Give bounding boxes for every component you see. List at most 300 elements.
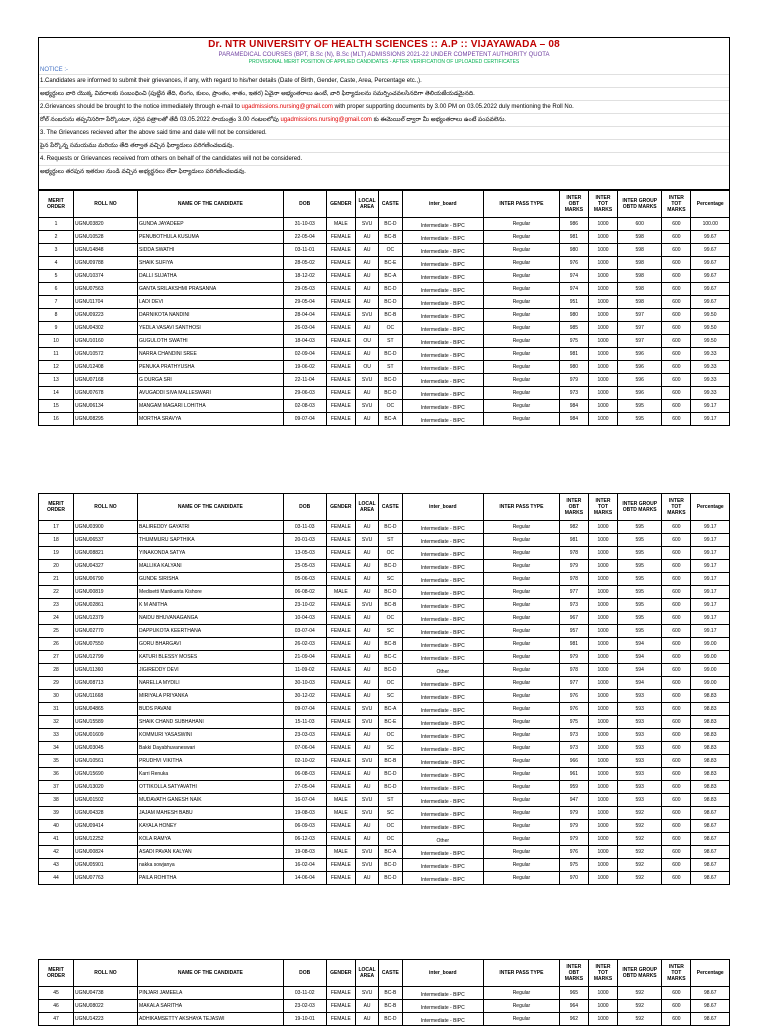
roll-no-cell: UGNU15690 <box>73 768 137 781</box>
percentage-cell: 99.33 <box>691 374 730 387</box>
merit-order-cell: 35 <box>39 755 74 768</box>
gender-cell: FEMALE <box>326 322 355 335</box>
column-header-inter-pass-type: INTER PASS TYPE <box>484 191 560 218</box>
inter-group-tot-marks-cell: 600 <box>662 400 691 413</box>
local-area-cell: SVU <box>355 987 378 1000</box>
percentage-cell: 99.50 <box>691 322 730 335</box>
inter-obt-marks-cell: 985 <box>559 322 588 335</box>
inter-obt-marks-cell: 981 <box>559 534 588 547</box>
roll-no-cell: UGNU14848 <box>73 244 137 257</box>
candidate-name-cell: GANTA SRILAKSHMI PRASANNA <box>138 283 284 296</box>
local-area-cell: SVU <box>355 374 378 387</box>
gender-cell: MALE <box>326 807 355 820</box>
gender-cell: FEMALE <box>326 534 355 547</box>
inter-group-obtd-marks-cell: 597 <box>618 322 662 335</box>
caste-cell: BC-E <box>379 257 402 270</box>
caste-cell: BC-D <box>379 781 402 794</box>
gender-cell: FEMALE <box>326 560 355 573</box>
inter-obt-marks-cell: 981 <box>559 348 588 361</box>
grievance-email-link[interactable]: ugadmissions.nursing@gmail.com <box>241 104 333 110</box>
notice-line-1-telugu: అభ్యర్ధులు వారి యొక్క వివరాలకు సంబంధించి (పుట్టిన తేది, లింగం, కులం, ప్రాంతం, శాతం, ఇతర) ఏవైనా అభ్యంతరాలు ఉంటే, వారి ఫిర్యాదులను సమర్పించవలసినదిగా తెలియజేయడమైనది. <box>39 87 729 100</box>
inter-group-tot-marks-cell: 600 <box>662 703 691 716</box>
caste-cell: BC-D <box>379 859 402 872</box>
table-row <box>39 296 730 309</box>
inter-tot-marks-cell: 1000 <box>588 309 617 322</box>
inter-group-obtd-marks-cell: 592 <box>618 859 662 872</box>
roll-no-cell: UGNU06790 <box>73 573 137 586</box>
inter-group-obtd-marks-cell: 593 <box>618 781 662 794</box>
merit-order-cell: 26 <box>39 638 74 651</box>
caste-cell: BC-D <box>379 1013 402 1026</box>
inter-group-tot-marks-cell: 600 <box>662 348 691 361</box>
gender-cell: FEMALE <box>326 270 355 283</box>
inter-pass-type-cell: Regular <box>484 651 560 664</box>
inter-board-cell: Intermediate - BIPC <box>402 244 484 257</box>
candidate-name-cell: SIDDA SWATHI <box>138 244 284 257</box>
inter-tot-marks-cell: 1000 <box>588 833 617 846</box>
inter-tot-marks-cell: 1000 <box>588 387 617 400</box>
merit-order-cell: 4 <box>39 257 74 270</box>
roll-no-cell: UGNU13020 <box>73 781 137 794</box>
inter-group-obtd-marks-cell: 592 <box>618 1013 662 1026</box>
inter-pass-type-cell: Regular <box>484 664 560 677</box>
merit-order-cell: 30 <box>39 690 74 703</box>
caste-cell: OC <box>379 820 402 833</box>
merit-order-cell: 8 <box>39 309 74 322</box>
inter-group-obtd-marks-cell: 596 <box>618 348 662 361</box>
column-header-inter-board: inter_board <box>402 191 484 218</box>
header-row <box>39 960 730 987</box>
caste-cell: SC <box>379 807 402 820</box>
inter-board-cell: Intermediate - BIPC <box>402 400 484 413</box>
inter-pass-type-cell: Regular <box>484 612 560 625</box>
inter-pass-type-cell: Regular <box>484 625 560 638</box>
column-header-gender: GENDER <box>326 191 355 218</box>
inter-pass-type-cell: Regular <box>484 586 560 599</box>
inter-group-tot-marks-cell: 600 <box>662 599 691 612</box>
gender-cell: FEMALE <box>326 638 355 651</box>
merit-order-cell: 9 <box>39 322 74 335</box>
merit-order-cell: 22 <box>39 586 74 599</box>
inter-pass-type-cell: Regular <box>484 335 560 348</box>
table-row <box>39 573 730 586</box>
inter-obt-marks-cell: 973 <box>559 387 588 400</box>
inter-obt-marks-cell: 981 <box>559 638 588 651</box>
column-header-local-area: LOCAL AREA <box>355 494 378 521</box>
inter-group-obtd-marks-cell: 595 <box>618 612 662 625</box>
inter-group-obtd-marks-cell: 595 <box>618 573 662 586</box>
local-area-cell: SVU <box>355 534 378 547</box>
gender-cell: FEMALE <box>326 987 355 1000</box>
inter-group-tot-marks-cell: 600 <box>662 361 691 374</box>
candidate-name-cell: PINJARI JAMEELA <box>138 987 284 1000</box>
inter-obt-marks-cell: 967 <box>559 612 588 625</box>
percentage-cell: 99.67 <box>691 244 730 257</box>
dob-cell: 22-11-04 <box>283 374 326 387</box>
inter-group-obtd-marks-cell: 595 <box>618 586 662 599</box>
gender-cell: FEMALE <box>326 651 355 664</box>
inter-board-cell: Intermediate - BIPC <box>402 987 484 1000</box>
gender-cell: FEMALE <box>326 361 355 374</box>
inter-board-cell: Intermediate - BIPC <box>402 599 484 612</box>
dob-cell: 03-07-04 <box>283 625 326 638</box>
roll-no-cell: UGNU15589 <box>73 716 137 729</box>
merit-subtitle: PROVISIONAL MERIT POSITION OF APPLIED CANDIDATES - AFTER VERIFICATION OF UPLOADED CERTIFICATES <box>248 59 520 65</box>
inter-pass-type-cell: Regular <box>484 413 560 426</box>
percentage-cell: 99.17 <box>691 612 730 625</box>
inter-group-obtd-marks-cell: 592 <box>618 833 662 846</box>
candidate-name-cell: Karri Renuka <box>138 768 284 781</box>
inter-obt-marks-cell: 976 <box>559 257 588 270</box>
gender-cell: FEMALE <box>326 703 355 716</box>
candidate-name-cell: GUNDA JAYADEEP <box>138 218 284 231</box>
inter-pass-type-cell: Regular <box>484 755 560 768</box>
local-area-cell: AU <box>355 638 378 651</box>
local-area-cell: OU <box>355 361 378 374</box>
university-title: Dr. NTR UNIVERSITY OF HEALTH SCIENCES :: A.P :: VIJAYAWADA – 08 <box>208 39 560 50</box>
inter-obt-marks-cell: 947 <box>559 794 588 807</box>
inter-tot-marks-cell: 1000 <box>588 690 617 703</box>
inter-obt-marks-cell: 980 <box>559 244 588 257</box>
dob-cell: 06-12-03 <box>283 833 326 846</box>
column-header-percentage: Percentage <box>691 960 730 987</box>
inter-group-obtd-marks-cell: 593 <box>618 716 662 729</box>
gender-cell: FEMALE <box>326 664 355 677</box>
candidate-name-cell: PENUBOTHULA KUSUMA <box>138 231 284 244</box>
column-header-inter-group-tot-marks: INTER TOT MARKS <box>662 494 691 521</box>
table-row <box>39 755 730 768</box>
inter-pass-type-cell: Regular <box>484 348 560 361</box>
percentage-cell: 99.17 <box>691 400 730 413</box>
table-row <box>39 612 730 625</box>
column-header-inter-tot-marks: INTER TOT MARKS <box>588 960 617 987</box>
inter-group-tot-marks-cell: 600 <box>662 413 691 426</box>
inter-group-obtd-marks-cell: 598 <box>618 231 662 244</box>
local-area-cell: SVU <box>355 807 378 820</box>
percentage-cell: 99.17 <box>691 560 730 573</box>
inter-obt-marks-cell: 979 <box>559 833 588 846</box>
inter-board-cell: Intermediate - BIPC <box>402 716 484 729</box>
inter-pass-type-cell: Regular <box>484 374 560 387</box>
dob-cell: 16-02-04 <box>283 859 326 872</box>
candidate-name-cell: BALIREDDY GAYATRI <box>138 521 284 534</box>
merit-order-cell: 5 <box>39 270 74 283</box>
column-header-inter-group-obtd-marks: INTER GROUP OBTD MARKS <box>618 960 662 987</box>
percentage-cell: 98.67 <box>691 846 730 859</box>
caste-cell: OC <box>379 677 402 690</box>
inter-tot-marks-cell: 1000 <box>588 651 617 664</box>
percentage-cell: 98.83 <box>691 781 730 794</box>
inter-pass-type-cell: Regular <box>484 987 560 1000</box>
inter-board-cell: Intermediate - BIPC <box>402 807 484 820</box>
gender-cell: FEMALE <box>326 547 355 560</box>
inter-tot-marks-cell: 1000 <box>588 625 617 638</box>
local-area-cell: AU <box>355 664 378 677</box>
local-area-cell: SVU <box>355 794 378 807</box>
roll-no-cell: UGNU07763 <box>73 872 137 885</box>
column-header-percentage: Percentage <box>691 191 730 218</box>
roll-no-cell: UGNU08821 <box>73 547 137 560</box>
column-header-gender: GENDER <box>326 494 355 521</box>
inter-tot-marks-cell: 1000 <box>588 768 617 781</box>
dob-cell: 05-06-03 <box>283 573 326 586</box>
caste-cell: BC-D <box>379 283 402 296</box>
inter-group-obtd-marks-cell: 598 <box>618 283 662 296</box>
inter-obt-marks-cell: 976 <box>559 703 588 716</box>
merit-order-cell: 14 <box>39 387 74 400</box>
dob-cell: 22-05-04 <box>283 231 326 244</box>
merit-order-cell: 42 <box>39 846 74 859</box>
candidate-name-cell: KATURI BLESSY MOSES <box>138 651 284 664</box>
merit-order-cell: 11 <box>39 348 74 361</box>
course-subtitle: PARAMEDICAL COURSES (BPT, B.Sc (N), B.Sc (MLT) ADMISSIONS 2021-22 UNDER COMPETENT AUTHORITY QUOTA <box>218 52 550 58</box>
column-header-caste: CASTE <box>379 960 402 987</box>
inter-group-tot-marks-cell: 600 <box>662 807 691 820</box>
local-area-cell: SVU <box>355 755 378 768</box>
gender-cell: FEMALE <box>326 768 355 781</box>
inter-group-obtd-marks-cell: 595 <box>618 521 662 534</box>
gender-cell: FEMALE <box>326 521 355 534</box>
inter-group-tot-marks-cell: 600 <box>662 716 691 729</box>
percentage-cell: 99.33 <box>691 387 730 400</box>
caste-cell: BC-D <box>379 768 402 781</box>
merit-order-cell: 45 <box>39 987 74 1000</box>
table-row <box>39 846 730 859</box>
table-row <box>39 820 730 833</box>
notice-line-2-end: with proper supporting documents by 3.00 PM on 03.05.2022 duly mentioning the Roll No. <box>332 104 574 110</box>
candidate-name-cell: GORU BHARGAVI <box>138 638 284 651</box>
inter-pass-type-cell: Regular <box>484 833 560 846</box>
dob-cell: 15-11-03 <box>283 716 326 729</box>
inter-board-cell: Intermediate - BIPC <box>402 859 484 872</box>
inter-board-cell: Intermediate - BIPC <box>402 586 484 599</box>
inter-tot-marks-cell: 1000 <box>588 599 617 612</box>
percentage-cell: 98.67 <box>691 1000 730 1013</box>
inter-obt-marks-cell: 980 <box>559 361 588 374</box>
inter-group-obtd-marks-cell: 595 <box>618 400 662 413</box>
roll-no-cell: UGNU08713 <box>73 677 137 690</box>
notice-panel <box>38 37 730 190</box>
table-row <box>39 807 730 820</box>
local-area-cell: AU <box>355 690 378 703</box>
merit-order-cell: 23 <box>39 599 74 612</box>
merit-order-cell: 46 <box>39 1000 74 1013</box>
dob-cell: 19-08-03 <box>283 846 326 859</box>
inter-obt-marks-cell: 962 <box>559 1013 588 1026</box>
dob-cell: 26-03-04 <box>283 322 326 335</box>
caste-cell: BC-D <box>379 872 402 885</box>
merit-order-cell: 7 <box>39 296 74 309</box>
notice-line-2 <box>39 100 729 113</box>
inter-board-cell: Intermediate - BIPC <box>402 218 484 231</box>
column-header-roll-no: ROLL NO <box>73 494 137 521</box>
inter-group-obtd-marks-cell: 595 <box>618 534 662 547</box>
inter-group-obtd-marks-cell: 593 <box>618 703 662 716</box>
inter-tot-marks-cell: 1000 <box>588 573 617 586</box>
inter-group-obtd-marks-cell: 600 <box>618 218 662 231</box>
gender-cell: MALE <box>326 794 355 807</box>
local-area-cell: AU <box>355 521 378 534</box>
gender-cell: FEMALE <box>326 573 355 586</box>
merit-order-cell: 1 <box>39 218 74 231</box>
table-row <box>39 586 730 599</box>
inter-group-obtd-marks-cell: 593 <box>618 768 662 781</box>
column-header-merit-order: MERIT ORDER <box>39 960 74 987</box>
candidate-name-cell: PAILA ROHITHA <box>138 872 284 885</box>
candidate-name-cell: NAIDU BHUVANAGANGA <box>138 612 284 625</box>
percentage-cell: 98.83 <box>691 729 730 742</box>
candidate-name-cell: MANGAM MAGARI LOHITHA <box>138 400 284 413</box>
candidate-name-cell: JIGIREDDY DEVI <box>138 664 284 677</box>
candidate-name-cell: PRUDHVI VIKITHA <box>138 755 284 768</box>
inter-board-cell: Intermediate - BIPC <box>402 322 484 335</box>
roll-no-cell: UGNU09223 <box>73 309 137 322</box>
dob-cell: 23-03-03 <box>283 729 326 742</box>
inter-obt-marks-cell: 981 <box>559 231 588 244</box>
column-header-gender: GENDER <box>326 960 355 987</box>
inter-tot-marks-cell: 1000 <box>588 872 617 885</box>
inter-tot-marks-cell: 1000 <box>588 677 617 690</box>
inter-board-cell: Intermediate - BIPC <box>402 729 484 742</box>
inter-board-cell: Intermediate - BIPC <box>402 521 484 534</box>
dob-cell: 02-09-04 <box>283 348 326 361</box>
candidate-name-cell: MUDAVATH GANESH NAIK <box>138 794 284 807</box>
local-area-cell: AU <box>355 322 378 335</box>
roll-no-cell: UGNU01502 <box>73 794 137 807</box>
roll-no-cell: UGNU07678 <box>73 387 137 400</box>
local-area-cell: SVU <box>355 716 378 729</box>
inter-tot-marks-cell: 1000 <box>588 244 617 257</box>
inter-pass-type-cell: Regular <box>484 1000 560 1013</box>
percentage-cell: 98.83 <box>691 755 730 768</box>
local-area-cell: SVU <box>355 218 378 231</box>
inter-pass-type-cell: Regular <box>484 846 560 859</box>
inter-tot-marks-cell: 1000 <box>588 664 617 677</box>
inter-group-obtd-marks-cell: 596 <box>618 387 662 400</box>
column-header-percentage: Percentage <box>691 494 730 521</box>
merit-table-3 <box>38 959 730 1026</box>
candidate-name-cell: KAYALA HONEY <box>138 820 284 833</box>
inter-group-tot-marks-cell: 600 <box>662 872 691 885</box>
roll-no-cell: UGNU02770 <box>73 625 137 638</box>
roll-no-cell: UGNU04327 <box>73 560 137 573</box>
gender-cell: FEMALE <box>326 612 355 625</box>
merit-order-cell: 47 <box>39 1013 74 1026</box>
percentage-cell: 99.67 <box>691 270 730 283</box>
inter-group-tot-marks-cell: 600 <box>662 729 691 742</box>
percentage-cell: 98.83 <box>691 716 730 729</box>
dob-cell: 23-10-02 <box>283 599 326 612</box>
inter-board-cell: Other <box>402 833 484 846</box>
inter-pass-type-cell: Regular <box>484 807 560 820</box>
merit-order-cell: 27 <box>39 651 74 664</box>
candidate-name-cell: MORTHA SRAVYA <box>138 413 284 426</box>
inter-tot-marks-cell: 1000 <box>588 638 617 651</box>
roll-no-cell: UGNU10160 <box>73 335 137 348</box>
gender-cell: FEMALE <box>326 1013 355 1026</box>
local-area-cell: SVU <box>355 309 378 322</box>
candidate-name-cell: ASADI PAVAN KALYAN <box>138 846 284 859</box>
inter-group-tot-marks-cell: 600 <box>662 1013 691 1026</box>
table-row <box>39 218 730 231</box>
notice-line-2-start: 2.Grievances should be brought to the notice immediately through e-mail to <box>40 104 242 110</box>
inter-board-cell: Intermediate - BIPC <box>402 534 484 547</box>
dob-cell: 03-11-03 <box>283 521 326 534</box>
inter-tot-marks-cell: 1000 <box>588 361 617 374</box>
inter-board-cell: Intermediate - BIPC <box>402 638 484 651</box>
merit-table-1 <box>38 190 730 426</box>
caste-cell: BC-B <box>379 638 402 651</box>
caste-cell: BC-A <box>379 270 402 283</box>
percentage-cell: 98.67 <box>691 807 730 820</box>
inter-pass-type-cell: Regular <box>484 703 560 716</box>
inter-obt-marks-cell: 979 <box>559 651 588 664</box>
inter-group-tot-marks-cell: 600 <box>662 270 691 283</box>
roll-no-cell: UGNU04302 <box>73 322 137 335</box>
inter-tot-marks-cell: 1000 <box>588 1000 617 1013</box>
percentage-cell: 99.67 <box>691 283 730 296</box>
candidate-name-cell: KOMMURI YASASWINI <box>138 729 284 742</box>
inter-group-obtd-marks-cell: 595 <box>618 599 662 612</box>
caste-cell: BC-A <box>379 703 402 716</box>
inter-board-cell: Intermediate - BIPC <box>402 283 484 296</box>
caste-cell: BC-D <box>379 218 402 231</box>
caste-cell: OC <box>379 729 402 742</box>
inter-group-tot-marks-cell: 600 <box>662 231 691 244</box>
table-row <box>39 534 730 547</box>
table-row <box>39 729 730 742</box>
dob-cell: 19-06-02 <box>283 361 326 374</box>
caste-cell: BC-D <box>379 387 402 400</box>
inter-tot-marks-cell: 1000 <box>588 322 617 335</box>
table-row <box>39 768 730 781</box>
notice-label: NOTICE :- <box>40 67 68 73</box>
column-header-dob: DOB <box>283 960 326 987</box>
percentage-cell: 98.83 <box>691 768 730 781</box>
inter-pass-type-cell: Regular <box>484 742 560 755</box>
inter-tot-marks-cell: 1000 <box>588 547 617 560</box>
inter-board-cell: Intermediate - BIPC <box>402 1013 484 1026</box>
inter-obt-marks-cell: 976 <box>559 690 588 703</box>
candidate-name-cell: JAJAM MAHESH BABU <box>138 807 284 820</box>
inter-obt-marks-cell: 977 <box>559 586 588 599</box>
inter-obt-marks-cell: 966 <box>559 755 588 768</box>
merit-order-cell: 44 <box>39 872 74 885</box>
merit-order-cell: 31 <box>39 703 74 716</box>
inter-pass-type-cell: Regular <box>484 400 560 413</box>
inter-board-cell: Intermediate - BIPC <box>402 309 484 322</box>
candidate-name-cell: SHAIK CHAND SUBHAHANI <box>138 716 284 729</box>
table-row <box>39 309 730 322</box>
local-area-cell: AU <box>355 586 378 599</box>
percentage-cell: 99.00 <box>691 638 730 651</box>
grievance-email-link-2[interactable]: ugadmissions.nursing@gmail.com <box>280 117 372 123</box>
merit-order-cell: 36 <box>39 768 74 781</box>
column-header-local-area: LOCAL AREA <box>355 191 378 218</box>
inter-tot-marks-cell: 1000 <box>588 270 617 283</box>
roll-no-cell: UGNU04865 <box>73 703 137 716</box>
inter-pass-type-cell: Regular <box>484 573 560 586</box>
inter-board-cell: Intermediate - BIPC <box>402 781 484 794</box>
gender-cell: FEMALE <box>326 872 355 885</box>
gender-cell: FEMALE <box>326 244 355 257</box>
table-row <box>39 283 730 296</box>
caste-cell: OC <box>379 322 402 335</box>
roll-no-cell: UGNU00824 <box>73 846 137 859</box>
caste-cell: BC-D <box>379 348 402 361</box>
inter-group-tot-marks-cell: 600 <box>662 521 691 534</box>
inter-group-tot-marks-cell: 600 <box>662 781 691 794</box>
